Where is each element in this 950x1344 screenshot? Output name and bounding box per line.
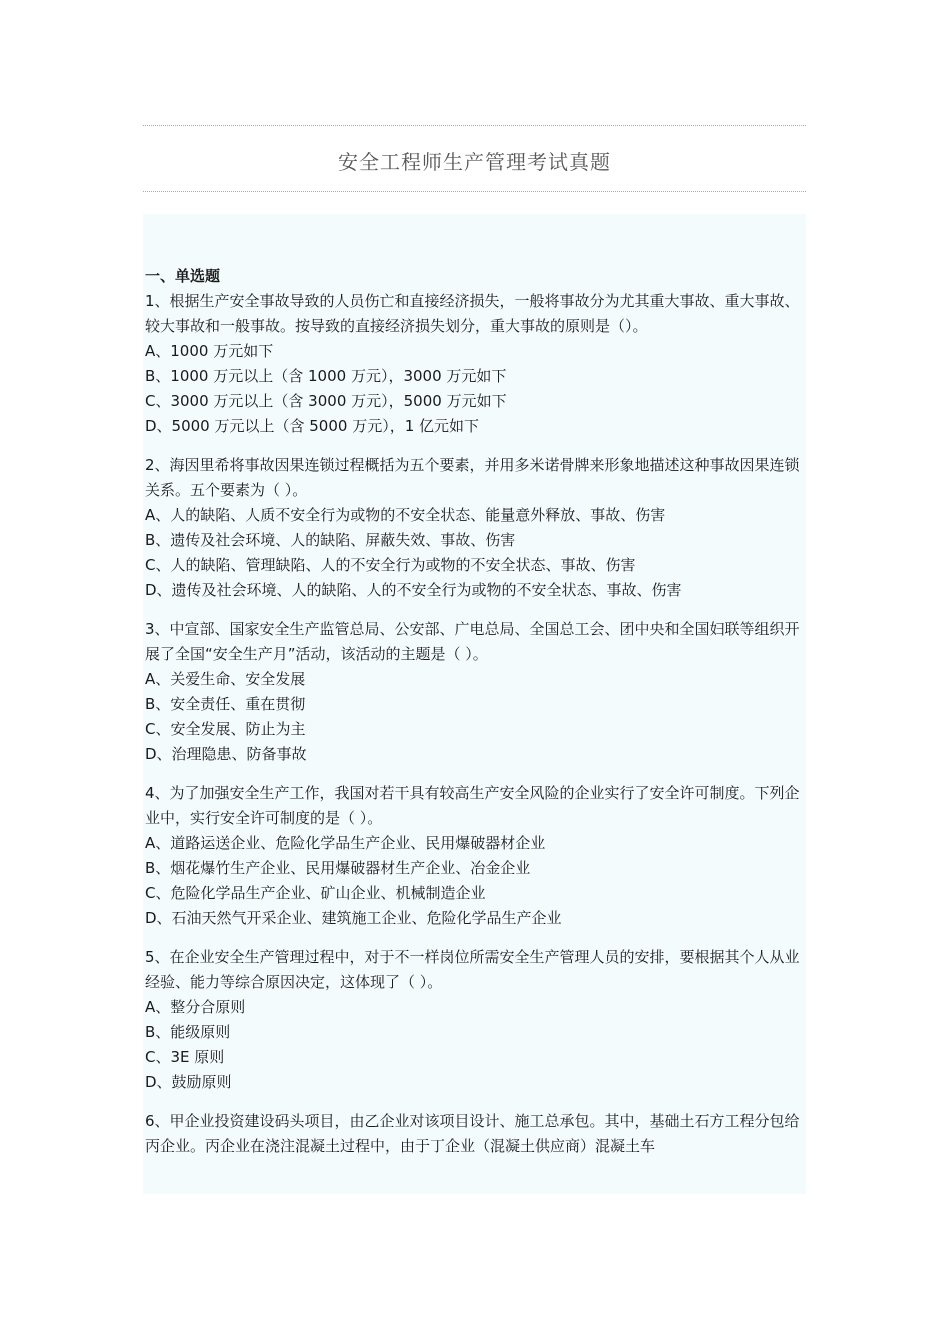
question-text: 1、根据生产安全事故导致的人员伤亡和直接经济损失，一般将事故分为尤其重大事故、重大事故、较大事故和一般事故。按导致的直接经济损失划分，重大事故的原则是（）。	[145, 292, 800, 335]
question-text: 5、在企业安全生产管理过程中，对于不一样岗位所需安全生产管理人员的安排，要根据其个人从业经验、能力等综合原因决定，这体现了（ ）。	[145, 948, 800, 991]
title-top-rule	[143, 125, 806, 126]
title-bottom-rule	[143, 191, 806, 192]
option-c: C、3E 原则	[145, 1048, 225, 1066]
question-5	[145, 945, 801, 1095]
question-2	[145, 453, 801, 603]
option-d: D、5000 万元以上（含 5000 万元），1 亿元如下	[145, 417, 480, 435]
question-6	[145, 1109, 801, 1159]
document-title: 安全工程师生产管理考试真题	[338, 150, 611, 174]
question-text: 6、甲企业投资建设码头项目，由乙企业对该项目设计、施工总承包。其中，基础土石方工程分包给丙企业。丙企业在浇注混凝土过程中，由于丁企业（混凝土供应商）混凝土车	[145, 1112, 800, 1155]
option-c: C、危险化学品生产企业、矿山企业、机械制造企业	[145, 884, 486, 902]
question-text: 2、海因里希将事故因果连锁过程概括为五个要素，并用多米诺骨牌来形象地描述这种事故因果连锁关系。五个要素为（ ）。	[145, 456, 800, 499]
question-text: 4、为了加强安全生产工作，我国对若干具有较高生产安全风险的企业实行了安全许可制度。下列企业中，实行安全许可制度的是（ ）。	[145, 784, 800, 827]
option-d: D、治理隐患、防备事故	[145, 745, 307, 763]
option-b: B、能级原则	[145, 1023, 231, 1041]
option-c: C、安全发展、防止为主	[145, 720, 306, 738]
option-b: B、烟花爆竹生产企业、民用爆破器材生产企业、冶金企业	[145, 859, 531, 877]
question-1	[145, 289, 801, 439]
section-heading: 一、单选题	[145, 267, 221, 285]
option-a: A、关爱生命、安全发展	[145, 670, 306, 688]
option-c: C、人的缺陷、管理缺陷、人的不安全行为或物的不安全状态、事故、伤害	[145, 556, 636, 574]
option-d: D、遗传及社会环境、人的缺陷、人的不安全行为或物的不安全状态、事故、伤害	[145, 581, 682, 599]
option-a: A、人的缺陷、人质不安全行为或物的不安全状态、能量意外释放、事故、伤害	[145, 506, 666, 524]
content-panel	[143, 214, 806, 1194]
option-c: C、3000 万元以上（含 3000 万元），5000 万元如下	[145, 392, 507, 410]
question-3	[145, 617, 801, 767]
option-b: B、遗传及社会环境、人的缺陷、屏蔽失效、事故、伤害	[145, 531, 516, 549]
question-text: 3、中宣部、国家安全生产监管总局、公安部、广电总局、全国总工会、团中央和全国妇联等组织开展了全国“安全生产月”活动，该活动的主题是（ ）。	[145, 620, 800, 663]
question-list	[145, 264, 801, 1173]
option-a: A、整分合原则	[145, 998, 246, 1016]
option-a: A、1000 万元如下	[145, 342, 274, 360]
option-a: A、道路运送企业、危险化学品生产企业、民用爆破器材企业	[145, 834, 546, 852]
option-b: B、安全责任、重在贯彻	[145, 695, 306, 713]
question-4	[145, 781, 801, 931]
option-d: D、石油天然气开采企业、建筑施工企业、危险化学品生产企业	[145, 909, 562, 927]
option-d: D、鼓励原则	[145, 1073, 232, 1091]
option-b: B、1000 万元以上（含 1000 万元），3000 万元如下	[145, 367, 507, 385]
